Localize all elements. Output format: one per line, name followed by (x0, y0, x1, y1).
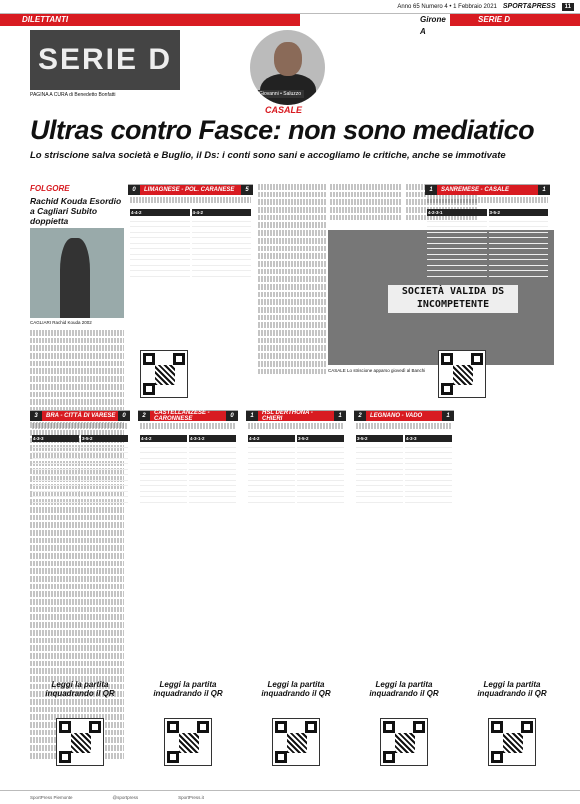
away-score: 5 (241, 185, 253, 195)
home-score: 0 (128, 185, 140, 195)
issue-info: Anno 65 Numero 4 • 1 Febbraio 2021 (397, 3, 497, 10)
sidebar-photo-caption: CAGLIARI Rachid Kouda 2002 (30, 320, 92, 325)
qr-prompt: Leggi la partita inquadrando il QR (369, 680, 439, 698)
match-title: LEGNANO - VADO (370, 413, 423, 419)
sidebar-title: Rachid Kouda Esordio a Cagliari Subito doppietta (30, 196, 122, 226)
sidebar-photo (30, 228, 124, 318)
match-title: SANREMESE - CASALE (441, 187, 510, 193)
away-score: 1 (538, 185, 550, 195)
footer (0, 790, 580, 804)
section-left: DILETTANTI (0, 14, 300, 26)
footer-b: @sportpress (112, 795, 139, 800)
qr-code[interactable] (380, 718, 428, 766)
footer-a: SportPress Piemonte (30, 795, 73, 800)
article-col-2 (330, 184, 402, 222)
away-score: 1 (334, 411, 346, 421)
qr-code[interactable] (56, 718, 104, 766)
qr-prompt: Leggi la partita inquadrando il QR (477, 680, 547, 698)
qr-code[interactable] (272, 718, 320, 766)
qr-code[interactable] (140, 350, 188, 398)
qr-prompt: Leggi la partita inquadrando il QR (261, 680, 331, 698)
headline: Ultras contro Fasce: non sono mediatico (30, 115, 535, 145)
match-card: 1 HSL DERTHONA - CHIERI 1 4-4-2 3-5-2 (246, 410, 346, 503)
match-title: LIMAGNESE - POL. CARANESE (144, 187, 235, 193)
article-col-1 (258, 184, 326, 376)
match-title: HSL DERTHONA - CHIERI (262, 410, 313, 422)
footer-c: SportPress.it (178, 795, 204, 800)
page-number: 11 (562, 3, 574, 11)
home-score: 3 (30, 411, 42, 421)
qr-code[interactable] (488, 718, 536, 766)
publication-logo: SPORT&PRESS (502, 3, 556, 10)
portrait-caption: Giovanni • Saluzzo (256, 90, 304, 98)
masthead-title: SERIE D (30, 30, 180, 90)
match-card: 1 SANREMESE - CASALE 1 4-2-3-1 3-5-2 (425, 184, 550, 277)
banner-text: SOCIETÀ VALIDA DS INCOMPETENTE (388, 285, 518, 313)
match-title: CASTELLANZESE - CARONNESE (154, 410, 210, 422)
match-card: 3 BRA - CITTÀ DI VARESE 0 4-3-3 3-5-2 (30, 410, 130, 503)
qr-code[interactable] (164, 718, 212, 766)
match-title: BRA - CITTÀ DI VARESE (46, 413, 116, 419)
home-score: 1 (425, 185, 437, 195)
away-score: 0 (226, 411, 238, 421)
qr-prompt: Leggi la partita inquadrando il QR (153, 680, 223, 698)
banner-photo-caption: CASALE Lo striscione apparso giovedì al Banchi (328, 368, 426, 373)
away-score: 0 (118, 411, 130, 421)
section-mid: Girone A (300, 14, 450, 26)
section-bar (0, 14, 580, 36)
home-score: 1 (246, 411, 258, 421)
away-score: 1 (442, 411, 454, 421)
home-score: 2 (138, 411, 150, 421)
sidebar-label: FOLGORE (30, 184, 70, 193)
home-score: 2 (354, 411, 366, 421)
portrait-photo (250, 30, 325, 105)
qr-prompt: Leggi la partita inquadrando il QR (45, 680, 115, 698)
match-card: 2 LEGNANO - VADO 1 3-5-2 4-3-3 (354, 410, 454, 503)
deck: Lo striscione salva società e Buglio, il Ds: i conti sono sani e accogliamo le critiche, anche se immotivate (30, 150, 506, 161)
masthead-subtitle: PAGINA A CURA di Benedetto Bonfatti (30, 92, 116, 98)
qr-code[interactable] (438, 350, 486, 398)
match-card: 0 LIMAGNESE - POL. CARANESE 5 4-4-2 4-4-2 (128, 184, 253, 277)
top-bar (0, 0, 580, 14)
match-card: 2 CASTELLANZESE - CARONNESE 0 4-4-2 4-3-1-2 (138, 410, 238, 503)
kicker: CASALE (265, 105, 303, 115)
section-right: SERIE D (450, 14, 580, 26)
